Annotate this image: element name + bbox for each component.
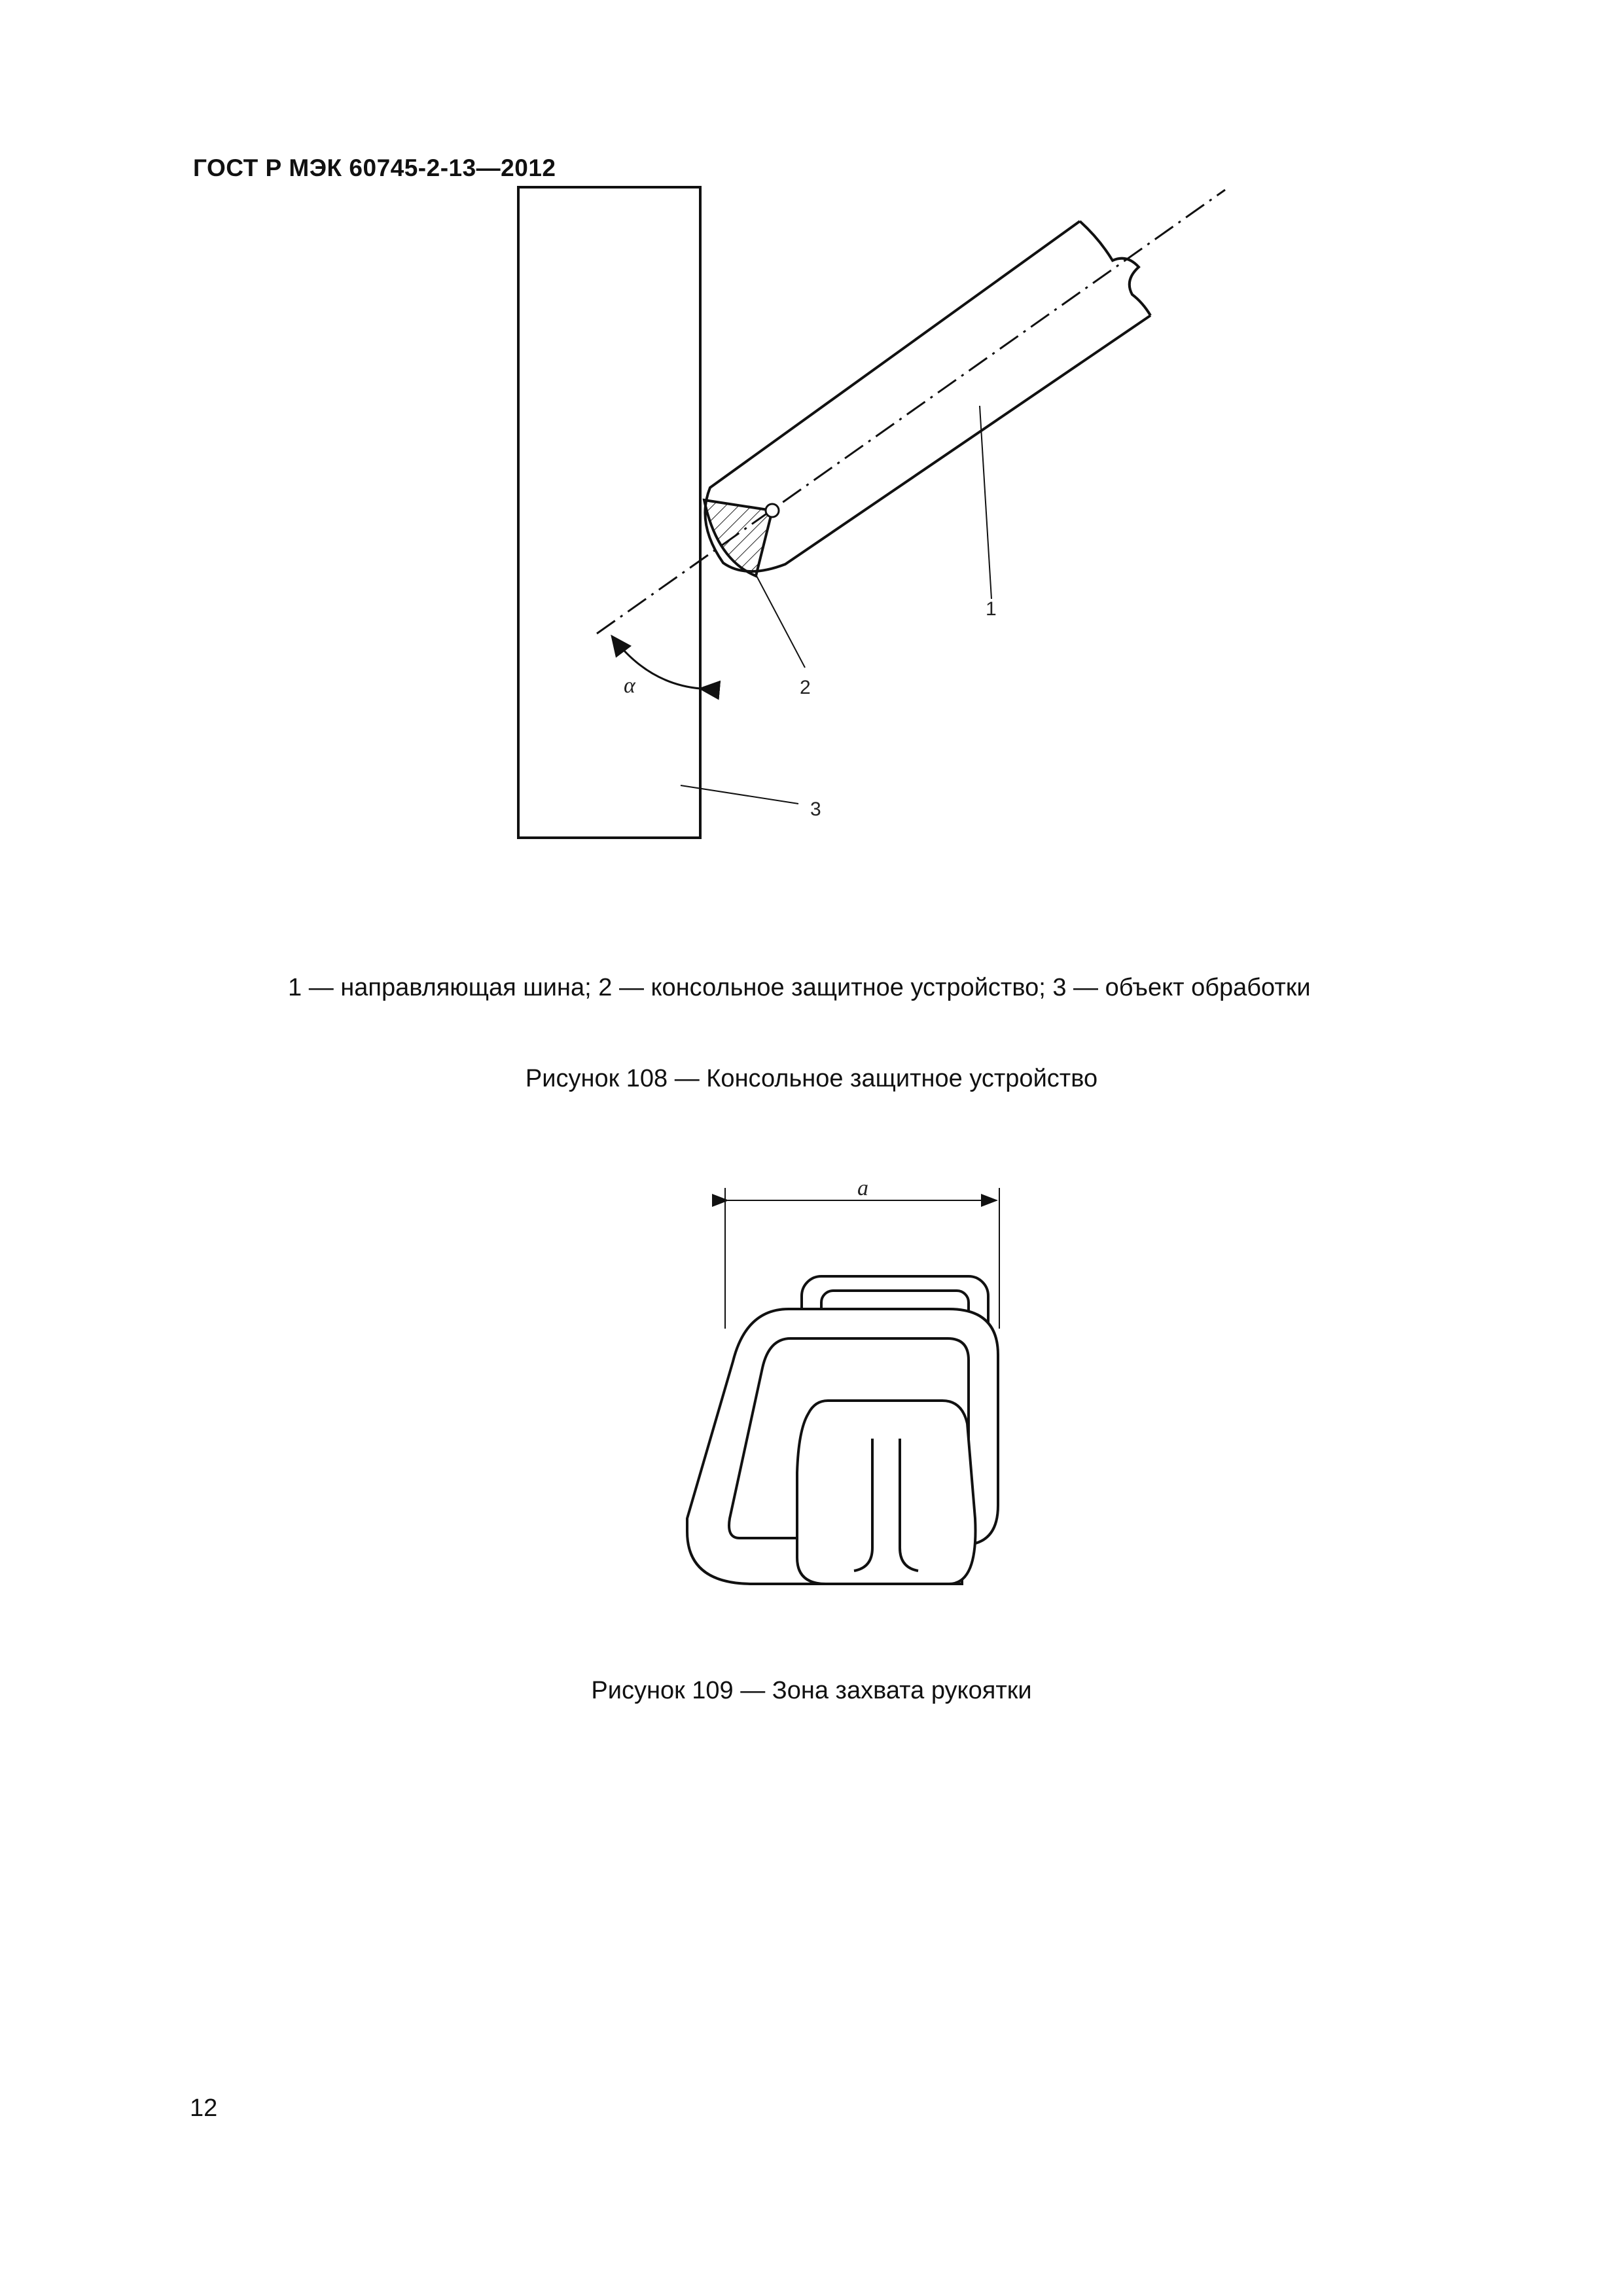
figure-108-legend: 1 — направляющая шина; 2 — консольное защитное устройство; 3 — объект обработки	[288, 974, 1311, 1001]
dimension-label: a	[857, 1176, 868, 1200]
figure-109-title: Рисунок 109 — Зона захвата рукоятки	[591, 1677, 1032, 1704]
document-header: ГОСТ Р МЭК 60745-2-13—2012	[193, 154, 556, 181]
angle-label: α	[624, 673, 635, 698]
callout-1: 1	[986, 598, 997, 620]
callout-2: 2	[800, 677, 811, 698]
callout-3: 3	[810, 798, 821, 820]
figure-108-title: Рисунок 108 — Консольное защитное устройство	[525, 1065, 1098, 1092]
grip-block	[797, 1401, 976, 1584]
page-number: 12	[190, 2094, 218, 2122]
